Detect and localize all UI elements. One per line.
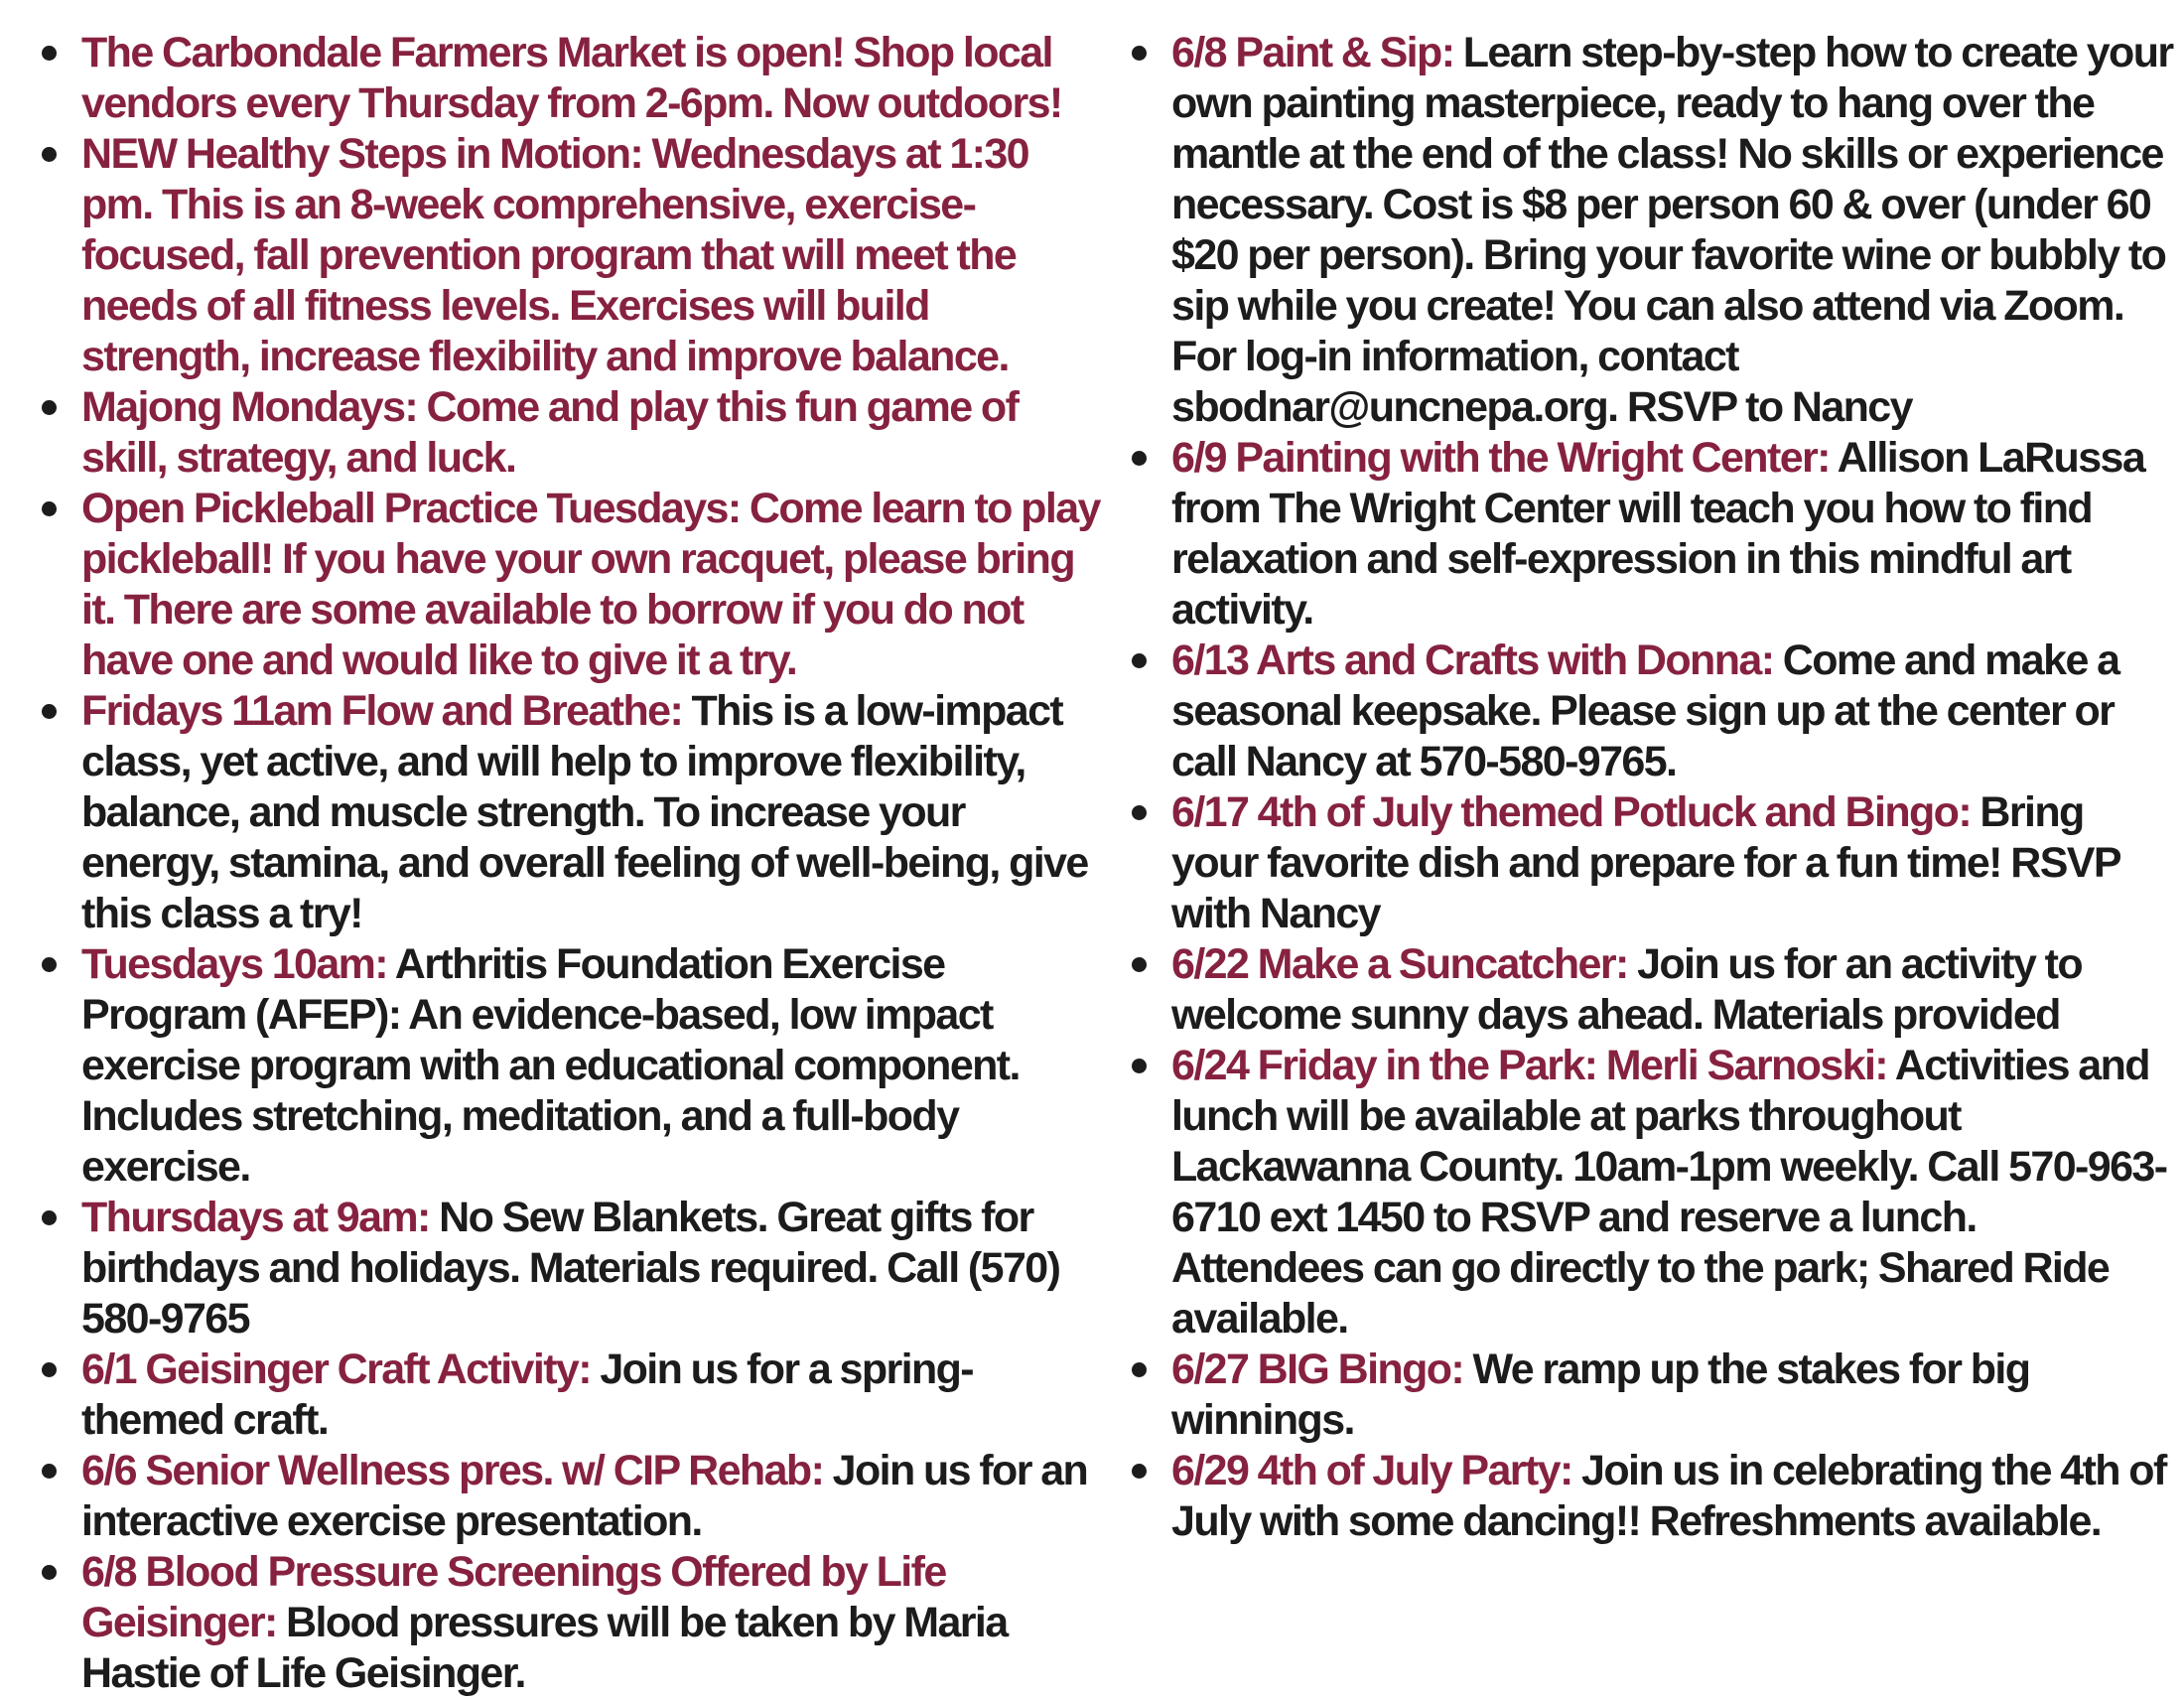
item-title: 6/8 Blood Pressure Screenings Offered by Life Geisinger: xyxy=(81,1548,946,1646)
right-column-list xyxy=(1122,28,2174,1547)
list-item xyxy=(32,484,1104,686)
list-item xyxy=(1122,1446,2174,1547)
item-title: 6/13 Arts and Crafts with Donna: xyxy=(1171,637,1774,684)
list-item xyxy=(32,939,1104,1193)
item-title: Tuesdays 10am: xyxy=(81,940,388,988)
list-item xyxy=(32,28,1104,129)
list-item xyxy=(32,1446,1104,1547)
item-title: 6/24 Friday in the Park: Merli Sarnoski: xyxy=(1171,1042,1888,1089)
bullet-icon xyxy=(42,1565,57,1580)
item-title: 6/1 Geisinger Craft Activity: xyxy=(81,1345,591,1393)
item-text: The Carbondale Farmers Market is open! Shop local vendors every Thursday from 2-6pm. Now outdoors! xyxy=(81,29,1062,127)
item-text: This is a low-impact class, yet active, and will help to improve flexibility, balance, and muscle strength. To increase your energy, stamina, and overall feeling of well-being, give this class a try! xyxy=(81,687,1088,937)
bullet-icon xyxy=(1132,451,1147,466)
list-item xyxy=(1122,433,2174,636)
item-text: Allison LaRussa from The Wright Center will teach you how to find relaxation and self-expression in this mindful art activity. xyxy=(1171,434,2145,634)
item-text: No Sew Blankets. Great gifts for birthdays and holidays. Materials required. Call (570) 580-9765 xyxy=(81,1194,1060,1343)
list-item xyxy=(1122,28,2174,433)
bullet-icon xyxy=(1132,1464,1147,1479)
list-item xyxy=(1122,1345,2174,1446)
item-text: Majong Mondays: Come and play this fun game of skill, strategy, and luck. xyxy=(81,383,1019,482)
item-title: 6/6 Senior Wellness pres. w/ CIP Rehab: xyxy=(81,1447,824,1494)
bullet-icon xyxy=(42,1210,57,1225)
item-title: 6/27 BIG Bingo: xyxy=(1171,1345,1464,1393)
bullet-icon xyxy=(1132,805,1147,820)
item-text: Activities and lunch will be available at parks throughout Lackawanna County. 10am-1pm weekly. Call 570-963-6710 ext 1450 to RSVP and reserve a lunch. Attendees can go directly to the park; Shared Ride available. xyxy=(1171,1042,2167,1343)
list-item xyxy=(32,1193,1104,1345)
list-item xyxy=(1122,939,2174,1041)
item-title: Fridays 11am Flow and Breathe: xyxy=(81,687,683,735)
list-item xyxy=(32,382,1104,484)
item-text: NEW Healthy Steps in Motion: Wednesdays at 1:30 pm. This is an 8-week comprehensive, exercise-focused, fall prevention program that will meet the needs of all fitness levels. Exercises will build strength, increase flexibility and improve balance. xyxy=(81,130,1028,380)
item-text: Join us for an interactive exercise presentation. xyxy=(81,1447,1088,1545)
list-item xyxy=(1122,636,2174,787)
item-text: Come and make a seasonal keepsake. Please sign up at the center or call Nancy at 570-580-9765. xyxy=(1171,637,2119,785)
item-text: Join us in celebrating the 4th of July with some dancing!! Refreshments available. xyxy=(1171,1447,2166,1545)
item-text: We ramp up the stakes for big winnings. xyxy=(1171,1345,2030,1444)
item-title: 6/8 Paint & Sip: xyxy=(1171,29,1454,76)
item-title: 6/22 Make a Suncatcher: xyxy=(1171,940,1628,988)
bullet-icon xyxy=(42,400,57,415)
bullet-icon xyxy=(1132,653,1147,668)
bullet-icon xyxy=(1132,1059,1147,1073)
item-text: Arthritis Foundation Exercise Program (AFEP): An evidence-based, low impact exercise program with an educational component. Includes stretching, meditation, and a full-body exercise. xyxy=(81,940,1020,1191)
list-item xyxy=(1122,1041,2174,1345)
item-text: Join us for an activity to welcome sunny days ahead. Materials provided xyxy=(1171,940,2083,1039)
bullet-icon xyxy=(42,704,57,719)
left-column-list xyxy=(32,28,1104,1699)
bullet-icon xyxy=(1132,957,1147,972)
list-item xyxy=(32,686,1104,939)
item-text: Join us for a spring-themed craft. xyxy=(81,1345,974,1444)
item-text: Bring your favorite dish and prepare for a fun time! RSVP with Nancy xyxy=(1171,788,2120,937)
bullet-icon xyxy=(42,147,57,162)
list-item xyxy=(32,1345,1104,1446)
item-title: Thursdays at 9am: xyxy=(81,1194,430,1241)
item-title: 6/29 4th of July Party: xyxy=(1171,1447,1572,1494)
bullet-icon xyxy=(42,957,57,972)
list-item xyxy=(1122,787,2174,939)
bullet-icon xyxy=(1132,46,1147,61)
item-title: 6/9 Painting with the Wright Center: xyxy=(1171,434,1830,482)
bullet-icon xyxy=(42,1362,57,1377)
bullet-icon xyxy=(42,1464,57,1479)
bullet-icon xyxy=(1132,1362,1147,1377)
item-title: 6/17 4th of July themed Potluck and Bingo: xyxy=(1171,788,1972,836)
item-text: Learn step-by-step how to create your own painting masterpiece, ready to hang over the mantle at the end of the class! No skills or experience necessary. Cost is $8 per person 60 & over (under 60 $20 per person). Bring your favorite wine or bubbly to sip while you create! You can also attend via Zoom. For log-in information, contact sbodnar@uncnepa.org. RSVP to Nancy xyxy=(1171,29,2173,431)
item-text: Open Pickleball Practice Tuesdays: Come learn to play pickleball! If you have your own racquet, please bring it. There are some available to borrow if you do not have one and would like to give it a try. xyxy=(81,485,1100,684)
bullet-icon xyxy=(42,46,57,61)
list-item xyxy=(32,129,1104,382)
list-item xyxy=(32,1547,1104,1699)
item-text: Blood pressures will be taken by Maria Hastie of Life Geisinger. xyxy=(81,1599,1008,1697)
bullet-icon xyxy=(42,501,57,516)
